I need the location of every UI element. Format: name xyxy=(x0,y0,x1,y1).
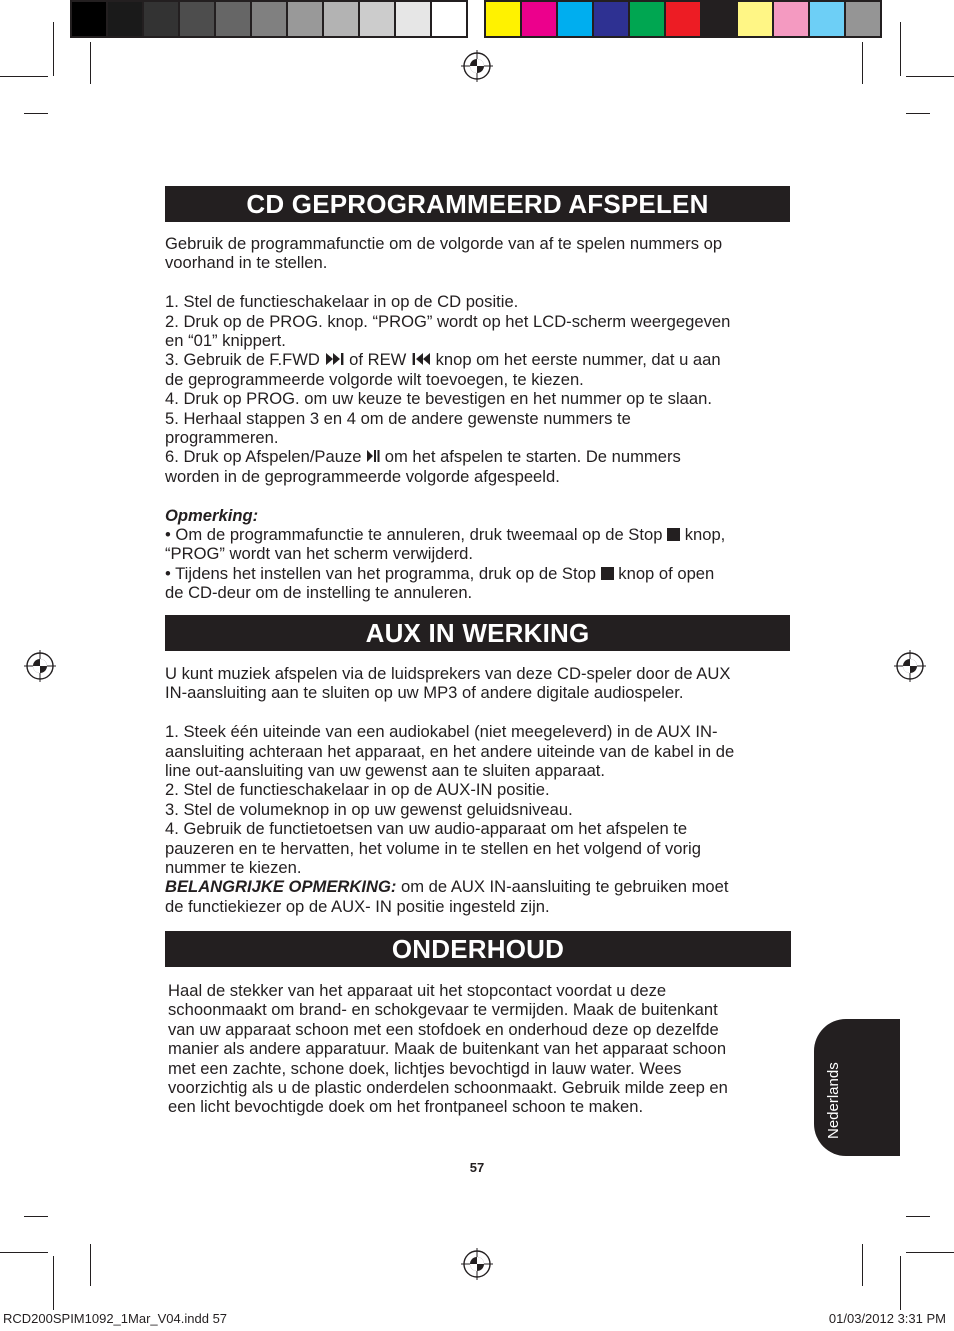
maintenance-line: manier als andere apparatuur. Maak de buitenkant van het apparaat schoon xyxy=(168,1039,727,1059)
registration-mark-icon xyxy=(894,650,926,682)
step-4: 4. Druk op PROG. om uw keuze te bevestigen en het nummer op te slaan. xyxy=(165,389,712,409)
step-6-text-b: om het afspelen te starten. De nummers xyxy=(384,447,681,467)
step-4-cont: nummer te kiezen. xyxy=(165,858,302,878)
footer-file-name: RCD200SPIM1092_1Mar_V04.indd 57 xyxy=(3,1311,228,1326)
step-3-text-c: knop om het eerste nummer, dat u aan xyxy=(435,350,721,370)
color-swatch xyxy=(288,2,322,36)
maintenance-line: Haal de stekker van het apparaat uit het stopcontact voordat u deze xyxy=(168,981,667,1000)
color-swatch xyxy=(180,2,214,36)
note-1 xyxy=(165,525,790,544)
step-1-cont: line out-aansluiting van uw gewenst aan te sluiten apparaat. xyxy=(165,761,606,781)
language-tab-label: Nederlands xyxy=(825,1062,842,1139)
color-swatch xyxy=(432,2,466,36)
section-title-cd-program: CD GEPROGRAMMEERD AFSPELEN xyxy=(165,186,790,222)
step-6-cont: worden in de geprogrammeerde volgorde afgespeeld. xyxy=(165,466,560,486)
step-3-text-a: 3. Gebruik de F.FWD xyxy=(165,350,320,370)
color-swatch xyxy=(846,2,880,36)
note-2-cont: de CD-deur om de instelling te annuleren. xyxy=(165,583,473,603)
maintenance-line: met een zachte, schone doek, lichtjes bevochtigd in lauw water. Wees xyxy=(168,1058,682,1078)
step-2: 2. Stel de functieschakelaar in op de AUX-IN positie. xyxy=(165,780,550,800)
color-swatch xyxy=(558,2,592,36)
color-swatch xyxy=(252,2,286,36)
step-4: 4. Gebruik de functietoetsen van uw audio-apparaat om het afspelen te xyxy=(165,819,688,839)
registration-mark-icon xyxy=(461,1248,493,1280)
color-swatch xyxy=(108,2,142,36)
step-3 xyxy=(165,350,790,369)
intro-line: IN-aansluiting aan te sluiten op uw MP3 of andere digitale audiospeler. xyxy=(165,683,684,703)
section-title-maintenance: ONDERHOUD xyxy=(165,931,791,967)
step-6 xyxy=(165,447,790,466)
skip-forward-icon xyxy=(325,352,345,366)
registration-mark-icon xyxy=(24,650,56,682)
color-swatch xyxy=(72,2,106,36)
color-swatch xyxy=(486,2,520,36)
note-1-text-a: • Om de programmafunctie te annuleren, druk tweemaal op de Stop xyxy=(165,525,663,545)
color-swatch xyxy=(630,2,664,36)
color-swatch xyxy=(396,2,430,36)
important-note xyxy=(165,877,790,896)
grayscale-color-bar xyxy=(70,0,468,38)
step-6-text-a: 6. Druk op Afspelen/Pauze xyxy=(165,447,362,467)
color-swatch xyxy=(738,2,772,36)
step-4-cont: pauzeren en te hervatten, het volume in te stellen en het volgend of vorig xyxy=(165,838,701,858)
color-swatch xyxy=(324,2,358,36)
color-swatch xyxy=(702,2,736,36)
color-swatch xyxy=(774,2,808,36)
footer-date: 01/03/2012 3:31 PM xyxy=(828,1311,946,1326)
note-1-text-b: knop, xyxy=(684,525,726,545)
color-swatch xyxy=(216,2,250,36)
important-label: BELANGRIJKE OPMERKING: xyxy=(165,877,397,897)
step-1: 1. Steek één uiteinde van een audiokabel (niet meegeleverd) in de AUX IN- xyxy=(165,722,718,742)
note-2-text-b: knop of open xyxy=(618,563,715,583)
intro-line: voorhand in te stellen. xyxy=(165,253,328,273)
skip-back-icon xyxy=(411,352,431,366)
process-color-bar xyxy=(484,0,882,38)
step-5-cont: programmeren. xyxy=(165,428,279,448)
color-swatch xyxy=(810,2,844,36)
color-swatch xyxy=(522,2,556,36)
step-3-text-b: of REW xyxy=(349,350,407,370)
maintenance-line: voorzichtig als u de plastic onderdelen schoonmaakt. Gebruik milde zeep en xyxy=(168,1078,728,1098)
stop-icon xyxy=(601,567,614,580)
maintenance-line: van uw apparaat schoon met een stofdoek en onderhoud deze op dezelfde xyxy=(168,1019,719,1039)
color-swatch xyxy=(144,2,178,36)
intro-line: Gebruik de programmafunctie om de volgorde van af te spelen nummers op xyxy=(165,234,723,253)
maintenance-line: een licht bevochtigde doek om het frontpaneel schoon te maken. xyxy=(168,1097,644,1117)
maintenance-line: schoonmaakt om brand- en schokgevaar te vermijden. Maak de buitenkant xyxy=(168,1000,718,1020)
maintenance-body xyxy=(168,981,790,1117)
color-swatch xyxy=(594,2,628,36)
note-2-text-a: • Tijdens het instellen van het programma, druk op de Stop xyxy=(165,563,597,583)
step-1: 1. Stel de functieschakelaar in op de CD positie. xyxy=(165,292,519,312)
note-1-cont: “PROG” wordt van het scherm verwijderd. xyxy=(165,544,473,564)
step-2-cont: en “01” knippert. xyxy=(165,331,286,351)
note-title: Opmerking: xyxy=(165,505,259,525)
stop-icon xyxy=(667,528,680,541)
color-swatch xyxy=(360,2,394,36)
important-text: om de AUX IN-aansluiting te gebruiken moet xyxy=(396,877,729,897)
play-pause-icon xyxy=(366,449,380,463)
step-5: 5. Herhaal stappen 3 en 4 om de andere gewenste nummers te xyxy=(165,408,631,428)
intro-line: U kunt muziek afspelen via de luidsprekers van deze CD-speler door de AUX xyxy=(165,664,731,683)
cd-program-body xyxy=(165,234,790,603)
page-number: 57 xyxy=(469,1160,485,1175)
color-swatch xyxy=(666,2,700,36)
section-title-aux-in: AUX IN WERKING xyxy=(165,615,790,651)
registration-mark-icon xyxy=(461,50,493,82)
step-2: 2. Druk op de PROG. knop. “PROG” wordt op het LCD-scherm weergegeven xyxy=(165,311,731,331)
aux-in-body xyxy=(165,664,790,916)
note-2 xyxy=(165,564,790,583)
step-1-cont: aansluiting achteraan het apparaat, en het andere uiteinde van de kabel in de xyxy=(165,741,735,761)
step-3-cont: de geprogrammeerde volgorde wilt toevoegen, te kiezen. xyxy=(165,369,584,389)
important-note-cont: de functiekiezer op de AUX- IN positie ingesteld zijn. xyxy=(165,896,550,916)
step-3: 3. Stel de volumeknop in op uw gewenst geluidsniveau. xyxy=(165,799,573,819)
